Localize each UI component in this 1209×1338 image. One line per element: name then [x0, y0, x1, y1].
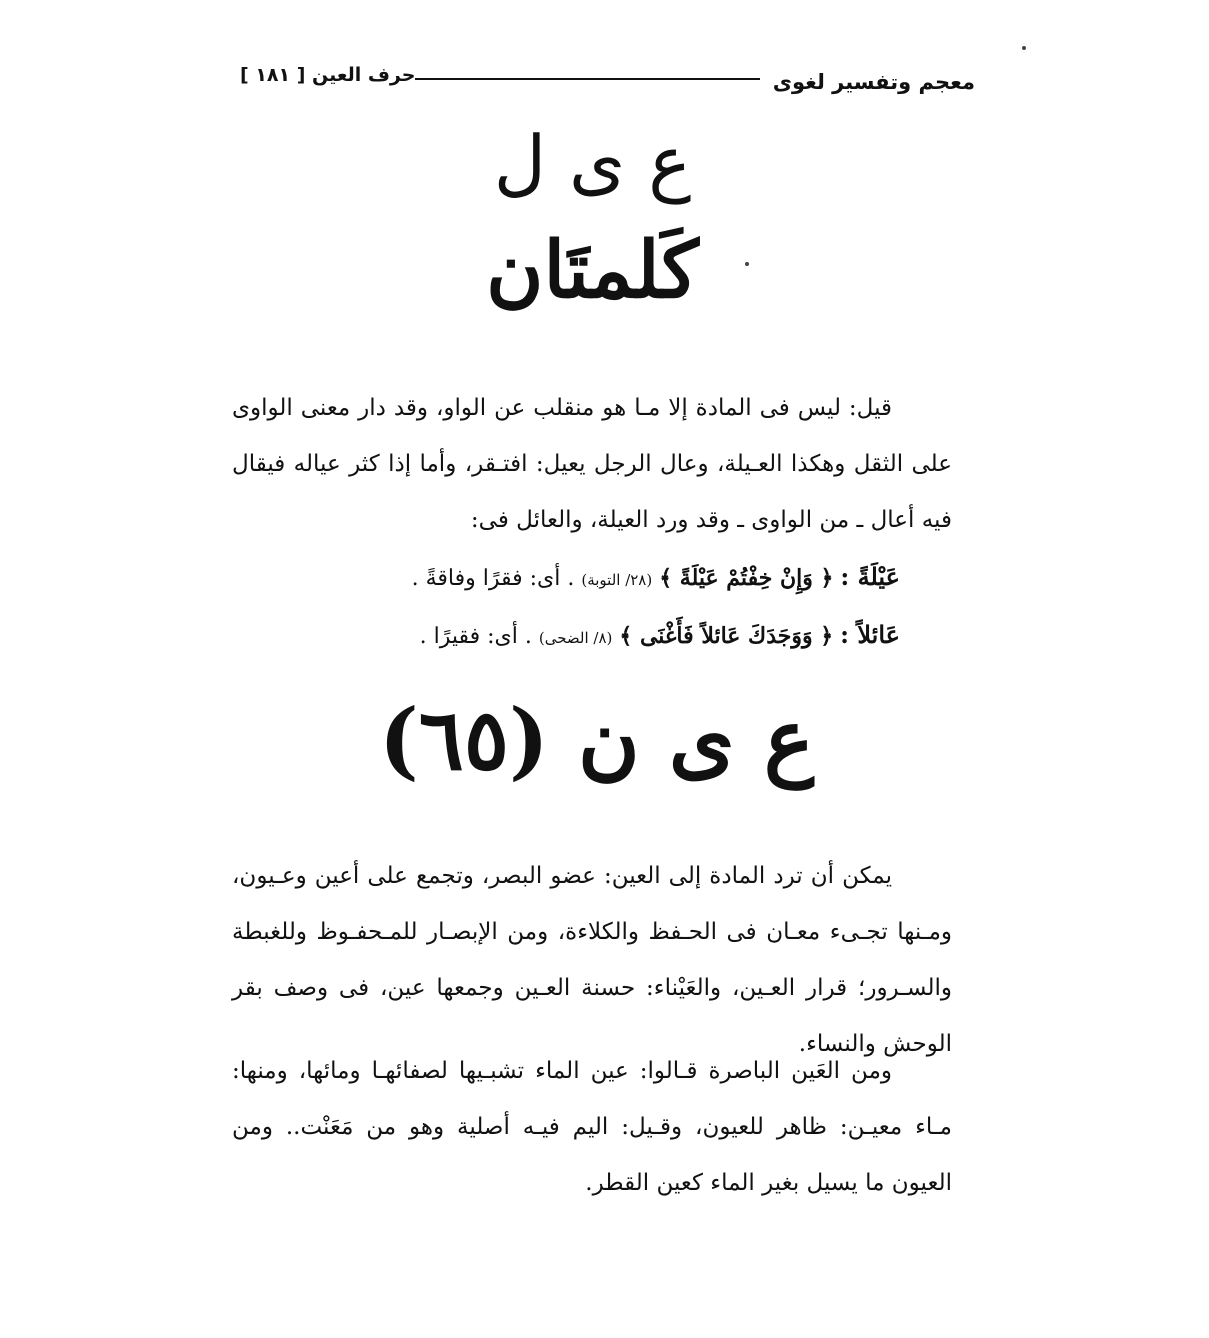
root-heading-ayl [0, 120, 1209, 204]
verse-reference: (٢٨/ التوبة) [581, 571, 653, 589]
verse-quote: ﴿ وَوَجَدَكَ عَائلاً فَأَغْنَى ﴾ [619, 623, 834, 649]
paragraph-text: يمكن أن ترد المادة إلى العين: عضو البصر، وتجمع على أعين وعـيون، ومـنها تجـىء معـان فى الحـفظ والكلاءة، ومن الإبصـار للمـحفـوظ وللغبطة والسـرور؛ قرار العـين، والعَيْناء: حسنة العـين وجمعها عين، فى وصف بقر الوحش والنساء. [232, 863, 952, 1057]
verse-reference: (٨/ الضحى) [538, 629, 613, 647]
book-title: معجم وتفسير لغوى [772, 70, 975, 94]
page-header [230, 64, 975, 100]
verse-gloss: . أى: فقيرًا . [419, 624, 532, 649]
entry-ayn-paragraph-1 [232, 848, 952, 1072]
entry-ayn-paragraph-2 [232, 1043, 952, 1211]
section-and-page-number: حرف العين [ ١٨١ ] [240, 64, 416, 86]
verse-citation [330, 620, 900, 660]
scan-speck [1022, 46, 1026, 50]
paragraph-text: قيل: ليس فى المادة إلا مـا هو منقلب عن الواو، وقد دار معنى الواوى على الثقل وهكذا العـيلة، وعال الرجل يعيل: افتـقر، وأما إذا كثر عياله فيقال فيه أعال ـ من الواوى ـ وقد ورد العيلة، والعائل فى: [232, 395, 952, 533]
verse-gloss: . أى: فقرًا وفاقةً . [411, 566, 575, 591]
paragraph-text: ومن العَين الباصرة قـالوا: عين الماء تشبـيها لصفائهـا ومائها، ومنها: مـاء معيـن: ظاهر للعيون، وقـيل: اليم فيـه أصلية وهو من مَعَنْت.. ومن العيون ما يسيل بغير الماء كعين القطر. [232, 1058, 952, 1196]
verse-headword: عَيْلَةً : [840, 562, 900, 591]
entry-ayl-paragraph [232, 380, 952, 548]
verse-quote: ﴿ وَإِنْ خِفْتُمْ عَيْلَةً ﴾ [659, 565, 834, 591]
verse-headword: عَائلاً : [840, 620, 900, 649]
root-letters: ع ى ل [493, 120, 692, 204]
root-letters: ع ى ن (٦٥) [378, 690, 815, 789]
root-heading-ayn [0, 690, 1209, 789]
word-count-label: كَلمتَان [486, 225, 699, 316]
header-rule [415, 78, 760, 80]
verse-citation [330, 562, 900, 602]
word-count-heading [0, 225, 1209, 316]
